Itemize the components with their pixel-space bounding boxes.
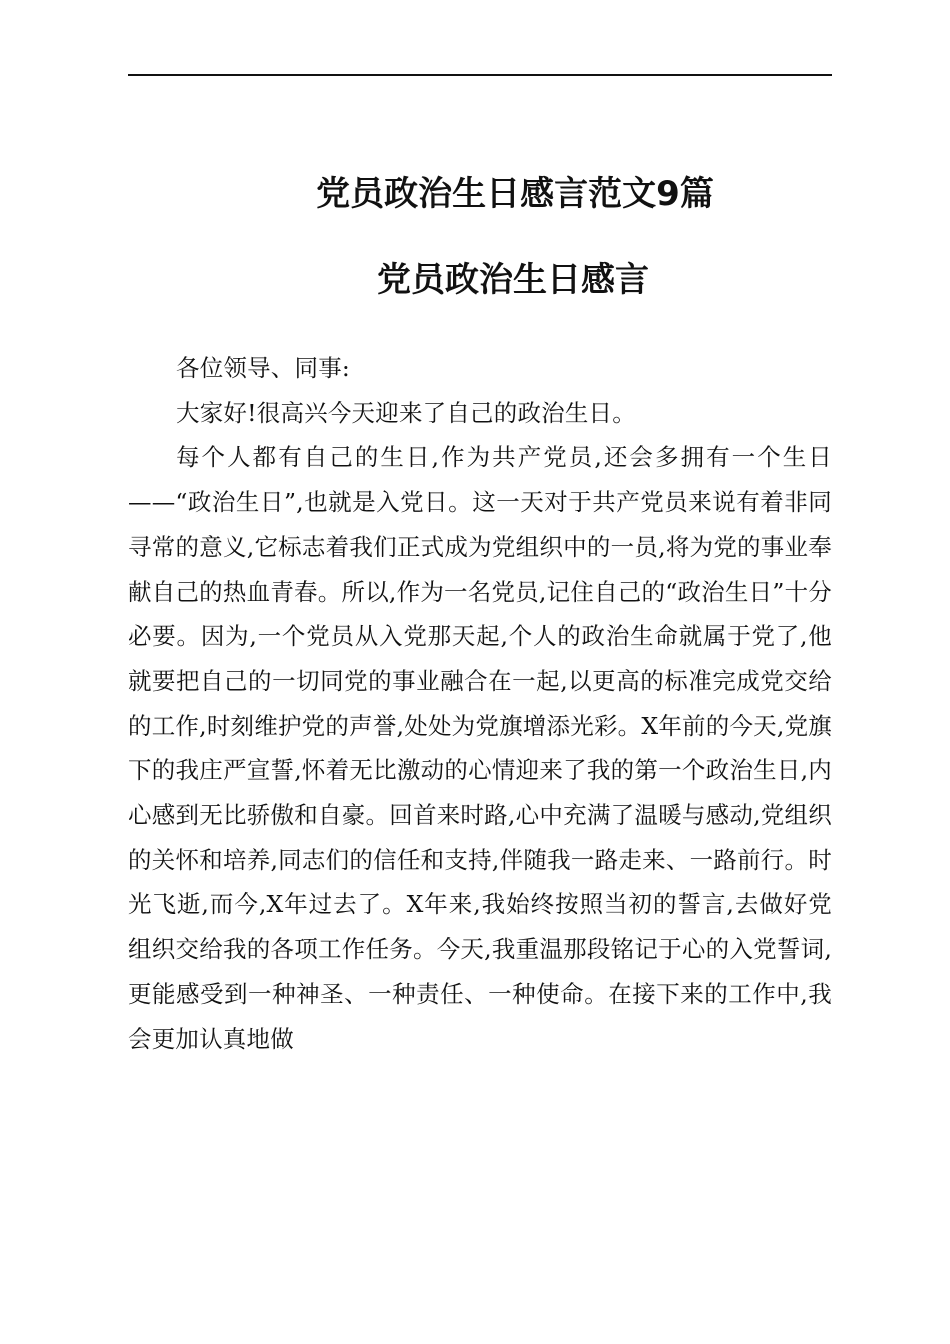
- document-body: [128, 346, 832, 1061]
- document-title: 党员政治生日感言范文9篇: [316, 174, 714, 214]
- header-rule: [128, 74, 832, 76]
- body-paragraph: 每个人都有自己的生日,作为共产党员,还会多拥有一个生日——“政治生日”,也就是入党日。这一天对于共产党员来说有着非同寻常的意义,它标志着我们正式成为党组织中的一员,将为党的事业奉献自己的热血青春。所以,作为一名党员,记住自己的“政治生日”十分必要。因为,一个党员从入党那天起,个人的政治生命就属于党了,他就要把自己的一切同党的事业融合在一起,以更高的标准完成党交给的工作,时刻维护党的声誉,处处为党旗增添光彩。X年前的今天,党旗下的我庄严宣誓,怀着无比激动的心情迎来了我的第一个政治生日,内心感到无比骄傲和自豪。回首来时路,心中充满了温暖与感动,党组织的关怀和培养,同志们的信任和支持,伴随我一路走来、一路前行。时光飞逝,而今,X年过去了。X年来,我始终按照当初的誓言,去做好党组织交给我的各项工作任务。今天,我重温那段铭记于心的入党誓词,更能感受到一种神圣、一种责任、一种使命。在接下来的工作中,我会更加认真地做: [128, 443, 832, 1053]
- salutation-paragraph: 各位领导、同事:: [176, 354, 351, 382]
- section-title: 党员政治生日感言: [377, 260, 649, 300]
- greeting-paragraph: 大家好!很高兴今天迎来了自己的政治生日。: [176, 398, 636, 427]
